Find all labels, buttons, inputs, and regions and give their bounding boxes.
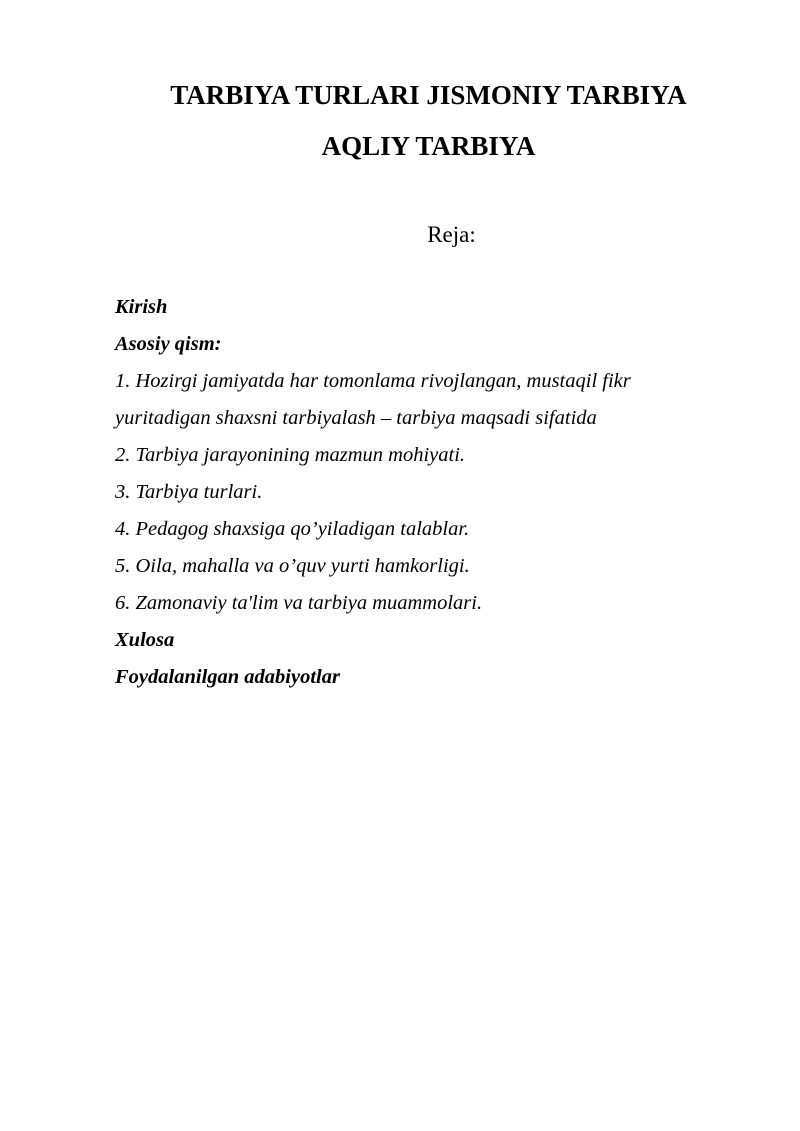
plan-line-item-4: 4. Pedagog shaxsiga qo’yiladigan talablar. <box>115 518 470 540</box>
document-title-line-1: TARBIYA TURLARI JISMONIY TARBIYA <box>170 80 687 110</box>
plan-line-item-2: 2. Tarbiya jarayonining mazmun mohiyati. <box>115 444 466 466</box>
plan-line-item-1-part-1: 1. Hozirgi jamiyatda har tomonlama rivojlangan, mustaqil fikr <box>115 370 631 392</box>
plan-line-item-1-part-2: yuritadigan shaxsni tarbiyalash – tarbiya maqsadi sifatida <box>115 407 597 429</box>
plan-line-asosiy-qism: Asosiy qism: <box>115 333 222 355</box>
plan-line-item-5: 5. Oila, mahalla va o’quv yurti hamkorligi. <box>115 555 470 577</box>
plan-line-item-3: 3. Tarbiya turlari. <box>115 481 263 503</box>
plan-line-adabiyotlar: Foydalanilgan adabiyotlar <box>115 666 340 688</box>
document-title-line-2: AQLIY TARBIYA <box>321 131 536 161</box>
plan-line-kirish: Kirish <box>115 296 168 318</box>
plan-list <box>115 289 715 696</box>
plan-line-xulosa: Xulosa <box>115 629 175 651</box>
plan-line-item-6: 6. Zamonaviy ta'lim va tarbiya muammolari. <box>115 592 483 614</box>
plan-heading: Reja: <box>427 222 476 247</box>
